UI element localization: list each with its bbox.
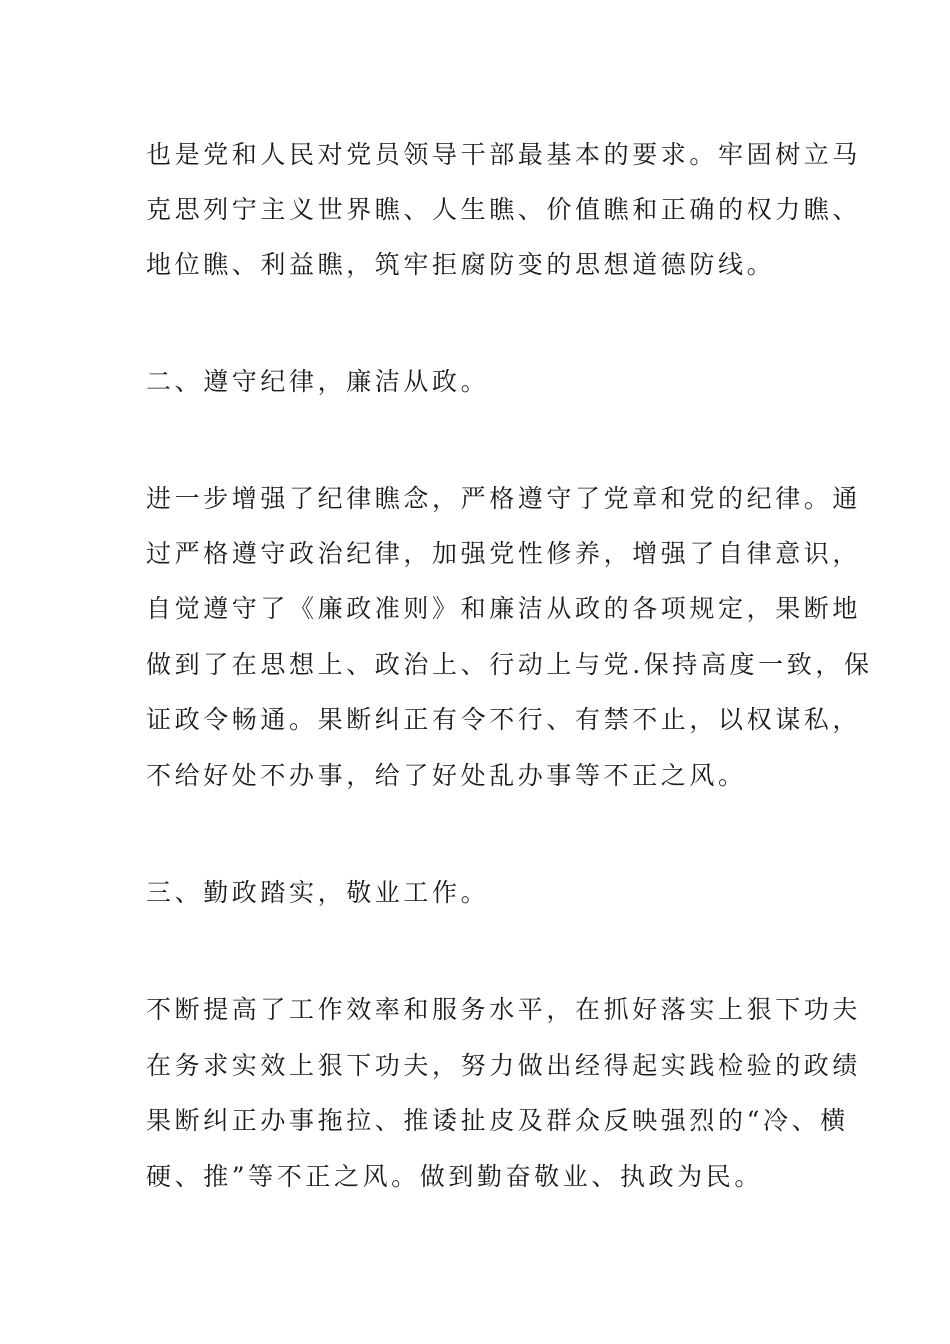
paragraph-3-line-3: 果断纠正办事拖拉、推诿扯皮及群众反映强烈的“冷、横 xyxy=(146,1106,849,1135)
section-heading-2: 二、遵守纪律，廉洁从政。 xyxy=(146,367,490,396)
paragraph-3-line-2: 在务求实效上狠下功夫，努力做出经得起实践检验的政绩 xyxy=(146,1051,862,1080)
paragraph-2-line-2: 过严格遵守政治纪律，加强党性修养，增强了自律意识， xyxy=(146,539,862,568)
paragraph-3-line-4: 硬、推”等不正之风。做到勤奋敬业、执政为民。 xyxy=(146,1162,763,1191)
paragraph-3-line-1: 不断提高了工作效率和服务水平，在抓好落实上狠下功夫 xyxy=(146,995,862,1024)
paragraph-2-line-6: 不给好处不办事，给了好处乱办事等不正之风。 xyxy=(146,761,747,790)
paragraph-2-line-3: 自觉遵守了《廉政准则》和廉洁从政的各项规定，果断地 xyxy=(146,594,862,623)
section-heading-3: 三、勤政踏实，敬业工作。 xyxy=(146,878,490,907)
paragraph-1-line-1: 也是党和人民对党员领导干部最基本的要求。牢固树立马 xyxy=(146,140,862,169)
paragraph-2-line-5: 证政令畅通。果断纠正有令不行、有禁不止，以权谋私， xyxy=(146,705,862,734)
paragraph-2-line-4: 做到了在思想上、政治上、行动上与党.保持高度一致，保 xyxy=(146,650,873,679)
paragraph-1-line-2: 克思列宁主义世界瞧、人生瞧、价值瞧和正确的权力瞧、 xyxy=(146,195,862,224)
paragraph-1-line-3: 地位瞧、利益瞧，筑牢拒腐防变的思想道德防线。 xyxy=(146,250,776,279)
paragraph-2-line-1: 进一步增强了纪律瞧念，严格遵守了党章和党的纪律。通 xyxy=(146,484,862,513)
